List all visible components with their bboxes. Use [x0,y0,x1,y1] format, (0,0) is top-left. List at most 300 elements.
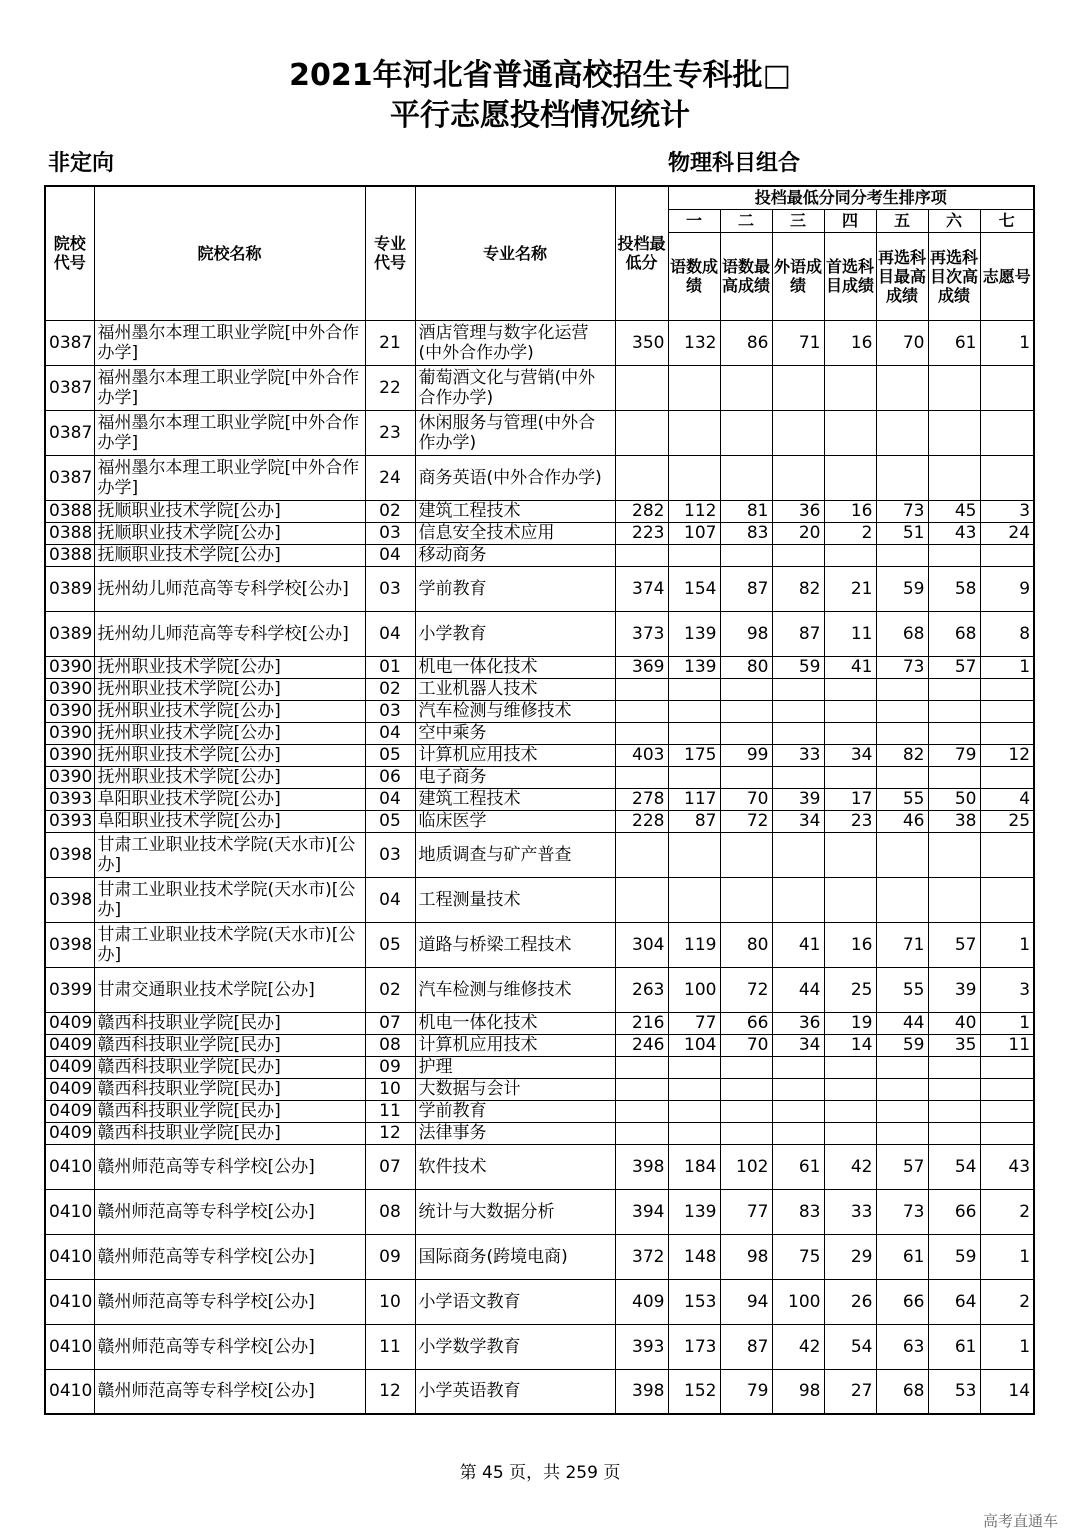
table-row [45,1034,1034,1056]
table-row [45,788,1034,810]
major-code-cell: 04 [365,611,415,656]
school-name-cell: 赣州师范高等专科学校[公办] [94,1324,365,1369]
score-3-cell: 36 [772,500,824,522]
major-code-cell: 11 [365,1324,415,1369]
major-name-cell: 工程测量技术 [415,877,615,922]
rank-header: 一 [668,209,720,232]
score-1-cell: 152 [668,1369,720,1414]
min-score-cell: 246 [615,1034,668,1056]
score-6-cell [928,410,980,455]
score-2-cell: 102 [720,1144,772,1189]
score-1-cell: 100 [668,967,720,1012]
major-name-cell: 护理 [415,1056,615,1078]
score-2-cell: 94 [720,1279,772,1324]
score-3-cell: 83 [772,1189,824,1234]
score-1-cell [668,365,720,410]
min-score-cell: 263 [615,967,668,1012]
score-4-cell: 16 [824,320,876,365]
table-row [45,1078,1034,1100]
score-2-cell: 81 [720,500,772,522]
score-4-cell [824,678,876,700]
score-3-cell [772,722,824,744]
table-row [45,766,1034,788]
min-score-cell: 369 [615,656,668,678]
score-4-cell: 42 [824,1144,876,1189]
score-3-cell [772,455,824,500]
major-code-cell: 05 [365,810,415,832]
score-1-cell: 173 [668,1324,720,1369]
min-score-cell [615,678,668,700]
score-1-cell [668,455,720,500]
rank-item-header: 再选科目次高成绩 [928,232,980,320]
score-2-cell [720,455,772,500]
score-6-cell [928,1078,980,1100]
min-score-cell: 374 [615,566,668,611]
score-6-cell [928,877,980,922]
score-5-cell: 73 [876,1189,928,1234]
score-5-cell [876,365,928,410]
school-code-cell: 0409 [45,1012,94,1034]
score-2-cell [720,678,772,700]
score-4-cell [824,1122,876,1144]
major-name-cell: 空中乘务 [415,722,615,744]
score-6-cell [928,1056,980,1078]
major-code-cell: 21 [365,320,415,365]
score-7-cell: 1 [980,1324,1034,1369]
score-4-cell: 14 [824,1034,876,1056]
major-name-cell: 休闲服务与管理(中外合作办学) [415,410,615,455]
table-row [45,566,1034,611]
table-row [45,1234,1034,1279]
score-7-cell: 8 [980,611,1034,656]
school-name-cell: 抚州职业技术学院[公办] [94,744,365,766]
score-1-cell: 104 [668,1034,720,1056]
score-4-cell: 19 [824,1012,876,1034]
major-code-cell: 08 [365,1189,415,1234]
table-row [45,500,1034,522]
score-7-cell: 12 [980,744,1034,766]
table-row [45,810,1034,832]
school-code-cell: 0398 [45,832,94,877]
min-score-cell [615,700,668,722]
major-code-cell: 23 [365,410,415,455]
score-5-cell [876,832,928,877]
table-row [45,1369,1034,1414]
score-2-cell: 70 [720,788,772,810]
school-code-cell: 0410 [45,1279,94,1324]
score-5-cell: 63 [876,1324,928,1369]
score-5-cell: 66 [876,1279,928,1324]
table-row [45,1056,1034,1078]
score-2-cell: 99 [720,744,772,766]
score-1-cell [668,410,720,455]
table-row [45,832,1034,877]
score-4-cell [824,766,876,788]
table-row [45,320,1034,365]
min-score-cell: 278 [615,788,668,810]
school-name-cell: 赣西科技职业学院[民办] [94,1056,365,1078]
rank-item-header: 首选科目成绩 [824,232,876,320]
major-code-cell: 04 [365,544,415,566]
score-7-cell: 2 [980,1189,1034,1234]
table-row [45,611,1034,656]
score-2-cell: 86 [720,320,772,365]
score-3-cell: 33 [772,744,824,766]
score-7-cell [980,455,1034,500]
major-code-cell: 06 [365,766,415,788]
major-code-cell: 10 [365,1279,415,1324]
score-5-cell: 73 [876,656,928,678]
score-5-cell [876,455,928,500]
col-school-code: 院校代号 [45,186,94,320]
score-5-cell [876,678,928,700]
score-1-cell: 153 [668,1279,720,1324]
score-2-cell: 87 [720,566,772,611]
major-name-cell: 酒店管理与数字化运营(中外合作办学) [415,320,615,365]
table-row [45,922,1034,967]
score-7-cell [980,1056,1034,1078]
major-code-cell: 22 [365,365,415,410]
score-4-cell: 33 [824,1189,876,1234]
score-5-cell: 68 [876,611,928,656]
score-7-cell: 1 [980,320,1034,365]
score-3-cell [772,877,824,922]
major-name-cell: 信息安全技术应用 [415,522,615,544]
major-name-cell: 电子商务 [415,766,615,788]
score-7-cell: 43 [980,1144,1034,1189]
score-2-cell: 83 [720,522,772,544]
score-5-cell [876,1122,928,1144]
major-name-cell: 商务英语(中外合作办学) [415,455,615,500]
score-7-cell: 25 [980,810,1034,832]
score-3-cell [772,410,824,455]
major-name-cell: 汽车检测与维修技术 [415,967,615,1012]
major-name-cell: 建筑工程技术 [415,788,615,810]
score-1-cell [668,1078,720,1100]
major-name-cell: 机电一体化技术 [415,656,615,678]
school-code-cell: 0410 [45,1369,94,1414]
score-4-cell: 25 [824,967,876,1012]
school-name-cell: 抚州职业技术学院[公办] [94,700,365,722]
school-name-cell: 甘肃工业职业技术学院(天水市)[公办] [94,832,365,877]
major-code-cell: 07 [365,1144,415,1189]
score-2-cell [720,544,772,566]
major-code-cell: 01 [365,656,415,678]
min-score-cell: 409 [615,1279,668,1324]
score-2-cell: 70 [720,1034,772,1056]
school-code-cell: 0390 [45,656,94,678]
score-1-cell: 132 [668,320,720,365]
header-row-1 [45,186,1034,209]
score-2-cell [720,766,772,788]
school-name-cell: 阜阳职业技术学院[公办] [94,788,365,810]
score-4-cell: 29 [824,1234,876,1279]
score-4-cell [824,700,876,722]
min-score-cell [615,1122,668,1144]
major-code-cell: 03 [365,566,415,611]
score-2-cell: 77 [720,1189,772,1234]
score-7-cell: 3 [980,500,1034,522]
score-5-cell [876,766,928,788]
score-5-cell: 59 [876,1034,928,1056]
table-row [45,656,1034,678]
score-3-cell: 34 [772,810,824,832]
major-name-cell: 小学英语教育 [415,1369,615,1414]
table-row [45,1122,1034,1144]
school-name-cell: 甘肃工业职业技术学院(天水市)[公办] [94,877,365,922]
score-7-cell: 1 [980,1234,1034,1279]
score-2-cell: 72 [720,810,772,832]
score-7-cell [980,766,1034,788]
score-6-cell: 43 [928,522,980,544]
major-code-cell: 12 [365,1369,415,1414]
school-code-cell: 0388 [45,522,94,544]
school-code-cell: 0390 [45,700,94,722]
school-name-cell: 抚顺职业技术学院[公办] [94,500,365,522]
score-4-cell: 23 [824,810,876,832]
school-name-cell: 甘肃工业职业技术学院(天水市)[公办] [94,922,365,967]
table-row [45,744,1034,766]
min-score-cell [615,1056,668,1078]
admission-table [44,185,1035,1415]
school-name-cell: 赣州师范高等专科学校[公办] [94,1144,365,1189]
major-name-cell: 移动商务 [415,544,615,566]
table-row [45,678,1034,700]
score-4-cell [824,455,876,500]
score-5-cell: 55 [876,788,928,810]
score-3-cell: 41 [772,922,824,967]
min-score-cell: 304 [615,922,668,967]
rank-header: 二 [720,209,772,232]
min-score-cell: 403 [615,744,668,766]
school-name-cell: 赣州师范高等专科学校[公办] [94,1189,365,1234]
score-3-cell: 42 [772,1324,824,1369]
score-1-cell: 107 [668,522,720,544]
min-score-cell: 350 [615,320,668,365]
score-5-cell: 68 [876,1369,928,1414]
score-6-cell: 40 [928,1012,980,1034]
rank-item-header: 语数最高成绩 [720,232,772,320]
score-5-cell [876,700,928,722]
score-5-cell: 61 [876,1234,928,1279]
score-1-cell: 87 [668,810,720,832]
school-name-cell: 抚州幼儿师范高等专科学校[公办] [94,566,365,611]
score-7-cell: 24 [980,522,1034,544]
school-code-cell: 0398 [45,877,94,922]
table-row [45,1189,1034,1234]
min-score-cell [615,722,668,744]
school-name-cell: 赣州师范高等专科学校[公办] [94,1234,365,1279]
school-name-cell: 赣州师范高等专科学校[公办] [94,1279,365,1324]
major-code-cell: 02 [365,500,415,522]
school-code-cell: 0409 [45,1122,94,1144]
table-row [45,455,1034,500]
score-3-cell: 98 [772,1369,824,1414]
school-code-cell: 0390 [45,744,94,766]
score-3-cell: 20 [772,522,824,544]
min-score-cell: 228 [615,810,668,832]
score-1-cell: 154 [668,566,720,611]
score-7-cell: 9 [980,566,1034,611]
major-code-cell: 07 [365,1012,415,1034]
score-3-cell: 87 [772,611,824,656]
major-name-cell: 统计与大数据分析 [415,1189,615,1234]
school-name-cell: 福州墨尔本理工职业学院[中外合作办学] [94,455,365,500]
score-6-cell: 45 [928,500,980,522]
rank-header: 六 [928,209,980,232]
score-6-cell: 79 [928,744,980,766]
score-5-cell: 70 [876,320,928,365]
score-2-cell: 80 [720,656,772,678]
min-score-cell: 216 [615,1012,668,1034]
score-3-cell: 39 [772,788,824,810]
score-2-cell [720,877,772,922]
score-7-cell: 2 [980,1279,1034,1324]
table-row [45,410,1034,455]
score-7-cell: 1 [980,922,1034,967]
page-title-line1: 2021年河北省普通高校招生专科批□ [289,58,791,93]
min-score-cell: 223 [615,522,668,544]
score-4-cell: 16 [824,922,876,967]
right-subtitle: 物理科目组合 [668,151,801,176]
score-5-cell [876,544,928,566]
score-1-cell [668,678,720,700]
score-3-cell [772,832,824,877]
score-1-cell [668,1100,720,1122]
table-row [45,522,1034,544]
score-5-cell [876,1056,928,1078]
score-6-cell: 64 [928,1279,980,1324]
col-min-score: 投档最低分 [615,186,668,320]
score-7-cell [980,1078,1034,1100]
score-7-cell [980,1100,1034,1122]
school-code-cell: 0388 [45,544,94,566]
major-code-cell: 09 [365,1056,415,1078]
score-7-cell [980,722,1034,744]
school-code-cell: 0387 [45,455,94,500]
score-7-cell: 11 [980,1034,1034,1056]
school-code-cell: 0410 [45,1234,94,1279]
score-1-cell: 139 [668,1189,720,1234]
school-name-cell: 赣州师范高等专科学校[公办] [94,1369,365,1414]
score-6-cell [928,832,980,877]
major-name-cell: 临床医学 [415,810,615,832]
score-7-cell: 3 [980,967,1034,1012]
major-code-cell: 10 [365,1078,415,1100]
table-row [45,722,1034,744]
school-name-cell: 抚州职业技术学院[公办] [94,722,365,744]
major-name-cell: 小学教育 [415,611,615,656]
score-4-cell [824,877,876,922]
major-code-cell: 05 [365,922,415,967]
school-name-cell: 抚州幼儿师范高等专科学校[公办] [94,611,365,656]
score-2-cell: 66 [720,1012,772,1034]
col-school-name: 院校名称 [94,186,365,320]
school-code-cell: 0390 [45,678,94,700]
major-code-cell: 02 [365,967,415,1012]
score-4-cell: 17 [824,788,876,810]
school-code-cell: 0409 [45,1078,94,1100]
score-5-cell [876,410,928,455]
score-7-cell [980,678,1034,700]
score-3-cell: 36 [772,1012,824,1034]
score-1-cell: 139 [668,611,720,656]
score-1-cell: 77 [668,1012,720,1034]
score-2-cell [720,1056,772,1078]
score-3-cell [772,365,824,410]
school-code-cell: 0410 [45,1144,94,1189]
score-5-cell: 51 [876,522,928,544]
score-7-cell [980,410,1034,455]
score-2-cell: 79 [720,1369,772,1414]
score-5-cell: 73 [876,500,928,522]
score-3-cell: 59 [772,656,824,678]
major-code-cell: 04 [365,722,415,744]
score-7-cell [980,832,1034,877]
score-2-cell [720,365,772,410]
score-5-cell: 57 [876,1144,928,1189]
score-7-cell [980,365,1034,410]
major-name-cell: 大数据与会计 [415,1078,615,1100]
score-1-cell: 184 [668,1144,720,1189]
score-4-cell [824,544,876,566]
school-name-cell: 赣西科技职业学院[民办] [94,1122,365,1144]
score-6-cell [928,766,980,788]
score-6-cell [928,544,980,566]
min-score-cell [615,766,668,788]
score-3-cell [772,1056,824,1078]
major-name-cell: 建筑工程技术 [415,500,615,522]
score-1-cell: 117 [668,788,720,810]
major-code-cell: 04 [365,877,415,922]
score-4-cell: 41 [824,656,876,678]
score-1-cell: 175 [668,744,720,766]
score-6-cell [928,1122,980,1144]
score-4-cell: 21 [824,566,876,611]
min-score-cell: 394 [615,1189,668,1234]
score-3-cell: 100 [772,1279,824,1324]
score-4-cell: 2 [824,522,876,544]
score-3-cell: 82 [772,566,824,611]
score-6-cell: 66 [928,1189,980,1234]
score-6-cell: 61 [928,320,980,365]
school-name-cell: 抚顺职业技术学院[公办] [94,522,365,544]
score-3-cell [772,766,824,788]
school-name-cell: 抚州职业技术学院[公办] [94,766,365,788]
table-row [45,700,1034,722]
school-name-cell: 阜阳职业技术学院[公办] [94,810,365,832]
score-3-cell: 61 [772,1144,824,1189]
score-4-cell [824,1056,876,1078]
min-score-cell [615,455,668,500]
score-6-cell: 38 [928,810,980,832]
score-5-cell: 71 [876,922,928,967]
major-code-cell: 03 [365,832,415,877]
score-7-cell: 1 [980,1012,1034,1034]
left-subtitle: 非定向 [48,151,115,176]
score-6-cell [928,722,980,744]
score-1-cell [668,700,720,722]
major-code-cell: 05 [365,744,415,766]
min-score-cell [615,1100,668,1122]
major-code-cell: 08 [365,1034,415,1056]
score-5-cell: 59 [876,566,928,611]
score-3-cell: 44 [772,967,824,1012]
table-row [45,365,1034,410]
min-score-cell [615,832,668,877]
score-4-cell [824,1100,876,1122]
score-2-cell [720,832,772,877]
